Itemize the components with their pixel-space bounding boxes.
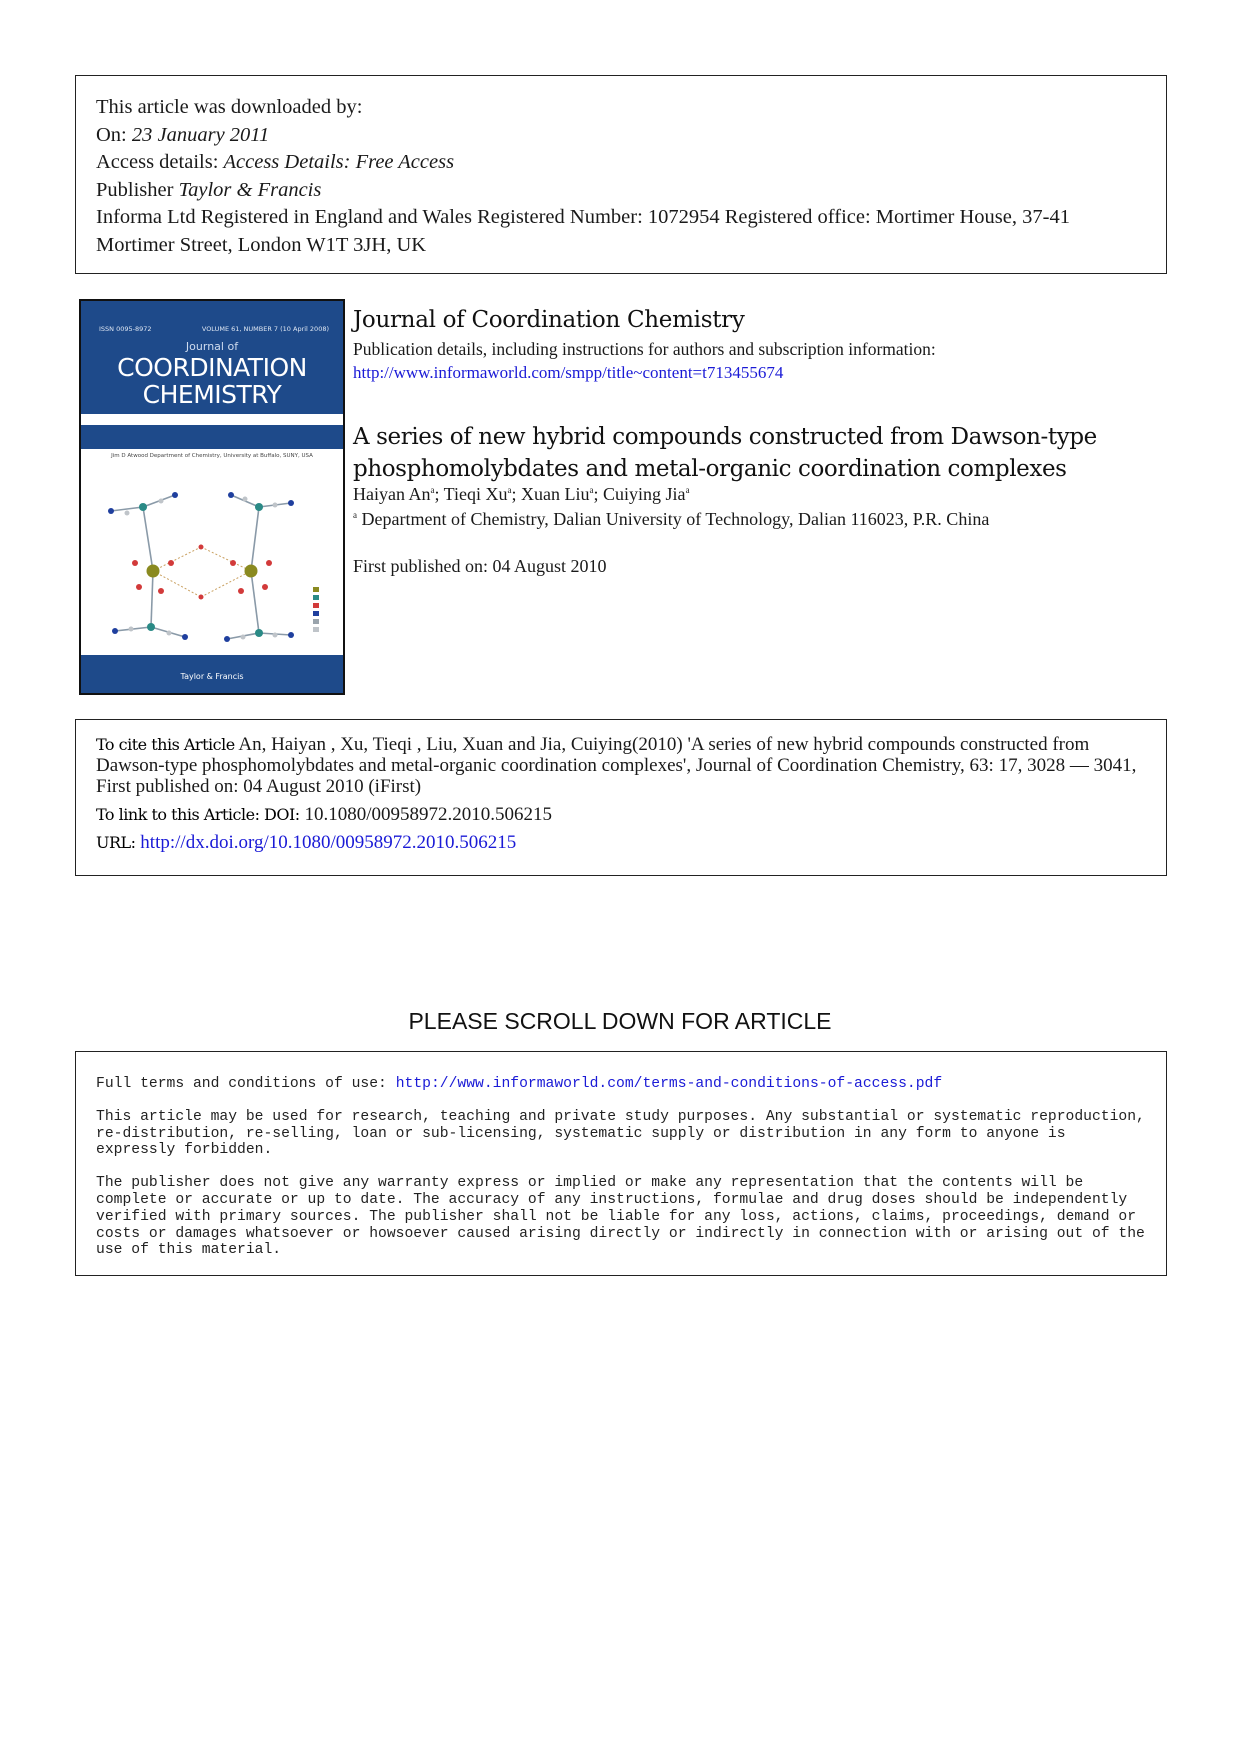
affiliation-text: Department of Chemistry, Dalian University of Technology, Dalian 116023, P.R. China (361, 509, 990, 529)
citation (96, 734, 1146, 797)
author-name: Xuan Liu (521, 484, 590, 504)
terms-line (96, 1076, 1146, 1093)
cover-middle-band (81, 425, 343, 449)
author-affiliation-mark: a (430, 485, 435, 495)
author-name: Cuiying Jia (603, 484, 686, 504)
cite-text: An, Haiyan , Xu, Tieqi , Liu, Xuan and Jia, Cuiying(2010) 'A series of new hybrid compounds constructed from Dawson-type phosphomolybdates and metal-organic coordination complexes', Journal of Coordination Chemistry, 63: 17, 3028 — 3041, First published on: 04 August 2010 (iFirst) (96, 734, 1137, 797)
author-affiliation-mark: a (685, 485, 690, 495)
terms-box (75, 1051, 1167, 1276)
author-affiliation-mark: a (589, 485, 594, 495)
access-label: Access details: (96, 151, 219, 173)
download-info-box (75, 75, 1167, 274)
article-title: A series of new hybrid compounds constructed from Dawson-type phosphomolybdates and metal-organic coordination complexes (353, 424, 1097, 482)
affiliation (353, 509, 989, 530)
author-name: Tieqi Xu (443, 484, 508, 504)
author-separator: ; (511, 484, 522, 504)
registered-office: Informa Ltd Registered in England and Wales Registered Number: 1072954 Registered office: Mortimer House, 37-41 Mortimer Street, London W1T 3JH, UK (96, 206, 1070, 256)
terms-paragraph-usage: This article may be used for research, teaching and private study purposes. Any substantial or systematic reproduction, re-distribution, re-selling, loan or sub-licensing, systematic supply or distribution in any form to anyone is expressly forbidden. (96, 1108, 1145, 1159)
doi-label: To link to this Article: DOI: (96, 805, 300, 824)
cover-editor: Jim D Atwood Department of Chemistry, University at Buffalo, SUNY, USA (111, 453, 313, 459)
cover-meta (99, 325, 329, 333)
affiliation-mark: a (353, 510, 357, 520)
publisher-value: Taylor & Francis (178, 178, 322, 201)
cover-publisher-logo: Taylor & Francis (180, 672, 244, 681)
doi-value: 10.1080/00958972.2010.506215 (304, 804, 552, 825)
url-label: URL: (96, 833, 136, 852)
author-list (353, 484, 690, 505)
scroll-down-message: PLEASE SCROLL DOWN FOR ARTICLE (408, 1008, 832, 1034)
journal-title: Journal of Coordination Chemistry (353, 307, 745, 333)
terms-url-link[interactable]: http://www.informaworld.com/terms-and-conditions-of-access.pdf (395, 1076, 943, 1092)
citation-box (75, 719, 1167, 876)
author-affiliation-mark: a (507, 485, 512, 495)
author-name: Haiyan An (353, 484, 431, 504)
first-published: First published on: 04 August 2010 (353, 556, 607, 576)
cover-chemistry: CHEMISTRY (142, 380, 282, 409)
access-details-line (96, 149, 1146, 177)
downloaded-by: This article was downloaded by: (96, 96, 363, 118)
cover-coordination: COORDINATION (117, 353, 307, 382)
access-value: Access Details: Free Access (223, 151, 455, 173)
cover-issn: ISSN 0095-8972 (99, 325, 152, 333)
molecule-structure-icon (91, 467, 337, 647)
publisher-label: Publisher (96, 178, 174, 201)
publication-details: Publication details, including instructions for authors and subscription information: (353, 339, 936, 359)
author-separator: ; (434, 484, 444, 504)
download-date-line (96, 122, 1146, 150)
on-label: On: (96, 123, 127, 146)
download-date: 23 January 2011 (131, 123, 270, 146)
author-separator: ; (593, 484, 604, 504)
publisher-line (96, 177, 1146, 205)
journal-cover-image (79, 299, 345, 695)
cover-volume: VOLUME 61, NUMBER 7 (10 April 2008) (201, 325, 329, 333)
cite-label: To cite this Article (96, 735, 235, 754)
cover-journal-of: Journal of (185, 340, 239, 353)
journal-url-link[interactable]: http://www.informaworld.com/smpp/title~content=t713455674 (353, 363, 784, 382)
url-line (96, 832, 1146, 853)
terms-label: Full terms and conditions of use: (96, 1076, 387, 1092)
terms-paragraph-disclaimer: The publisher does not give any warranty express or implied or make any representation that the contents will be complete or accurate or up to date. The accuracy of any instructions, formulae and drug doses should be independently verified with primary sources. The publisher shall not be liable for any loss, actions, claims, proceedings, demand or costs or damages whatsoever or howsoever caused arising directly or indirectly in connection with or arising out of the use of this material. (96, 1175, 1145, 1259)
doi-line (96, 804, 1146, 825)
doi-url-link[interactable]: http://dx.doi.org/10.1080/00958972.2010.506215 (140, 832, 517, 853)
